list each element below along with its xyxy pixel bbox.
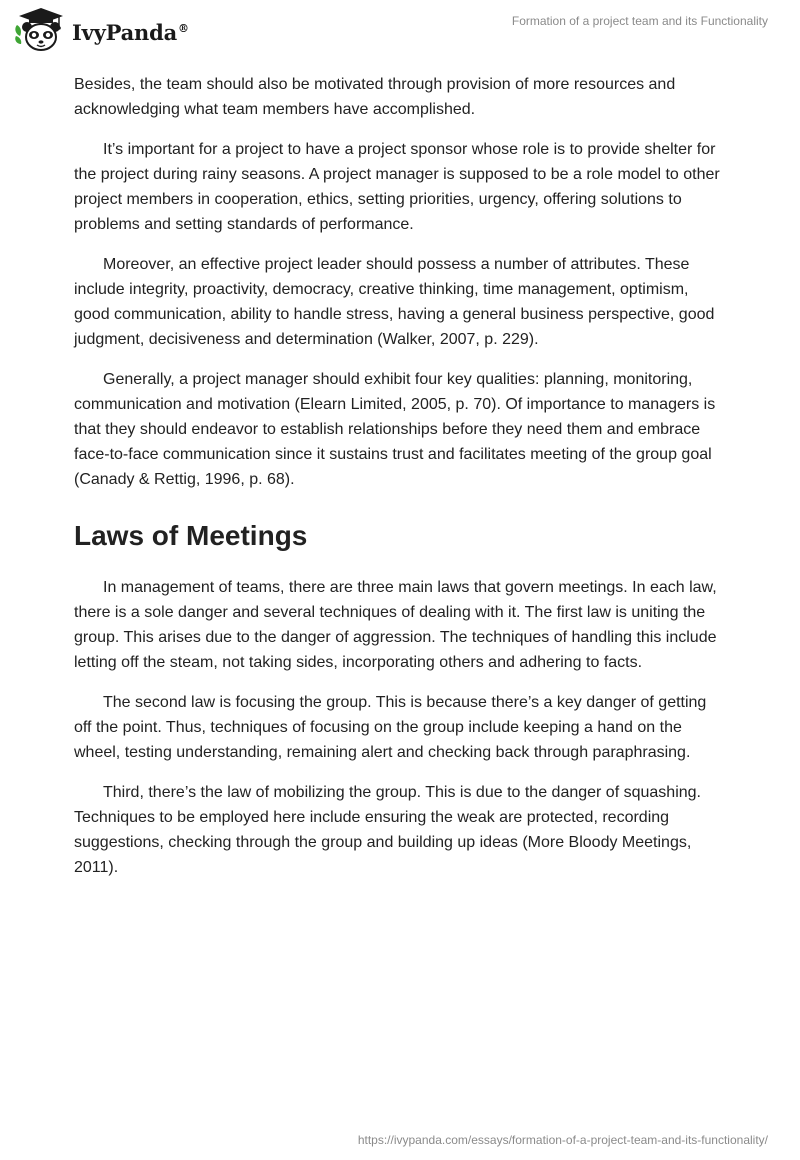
paragraph: In management of teams, there are three main laws that govern meetings. In each law, there is a sole danger and several techniques of dealing with it. The first law is uniting the group. This arises due to the danger of aggression. The techniques of handling this include letting off the steam, not taking sides, incorporating others and adhering to facts. (74, 579, 717, 671)
section-heading: Laws of Meetings (74, 520, 308, 551)
paragraph: Moreover, an effective project leader should possess a number of attributes. These include integrity, proactivity, democracy, creative thinking, time management, optimism, good communication, ability to handle stress, having a general business perspective, good judgment, decisiveness and determination (Walker, 2007, p. 229). (74, 256, 715, 348)
logo-wordmark (72, 20, 189, 45)
logo-registered-mark: ® (178, 21, 189, 35)
ivypanda-logo[interactable] (14, 6, 189, 54)
source-url[interactable]: https://ivypanda.com/essays/formation-of-a-project-team-and-its-functionality/ (357, 1133, 768, 1147)
page-header (0, 0, 800, 60)
paragraph: It’s important for a project to have a project sponsor whose role is to provide shelter for the project during rainy seasons. A project manager is supposed to be a role model to other project members in cooperation, ethics, setting priorities, urgency, offering solutions to problems and setting standards of performance. (74, 141, 720, 233)
logo-name: IvyPanda (72, 19, 178, 45)
paragraph: Third, there’s the law of mobilizing the group. This is due to the danger of squashing. Techniques to be employed here include ensuring the weak are protected, recording suggestions, checking through the group and building up ideas (More Bloody Meetings, 2011). (74, 784, 701, 876)
document-title: Formation of a project team and its Functionality (511, 14, 768, 28)
essay-body (74, 72, 724, 895)
paragraph: The second law is focusing the group. This is because there’s a key danger of getting off the point. Thus, techniques of focusing on the group include keeping a hand on the wheel, testing understanding, remaining alert and checking back through paraphrasing. (74, 694, 707, 761)
paragraph: Besides, the team should also be motivated through provision of more resources and acknowledging what team members have accomplished. (74, 76, 676, 118)
paragraph: Generally, a project manager should exhibit four key qualities: planning, monitoring, communication and motivation (Elearn Limited, 2005, p. 70). Of importance to managers is that they should endeavor to establish relationships before they need them and embrace face-to-face communication since it sustains trust and facilitates meeting of the group goal (Canady & Rettig, 1996, p. 68). (74, 371, 716, 488)
panda-graduate-icon (14, 6, 68, 54)
